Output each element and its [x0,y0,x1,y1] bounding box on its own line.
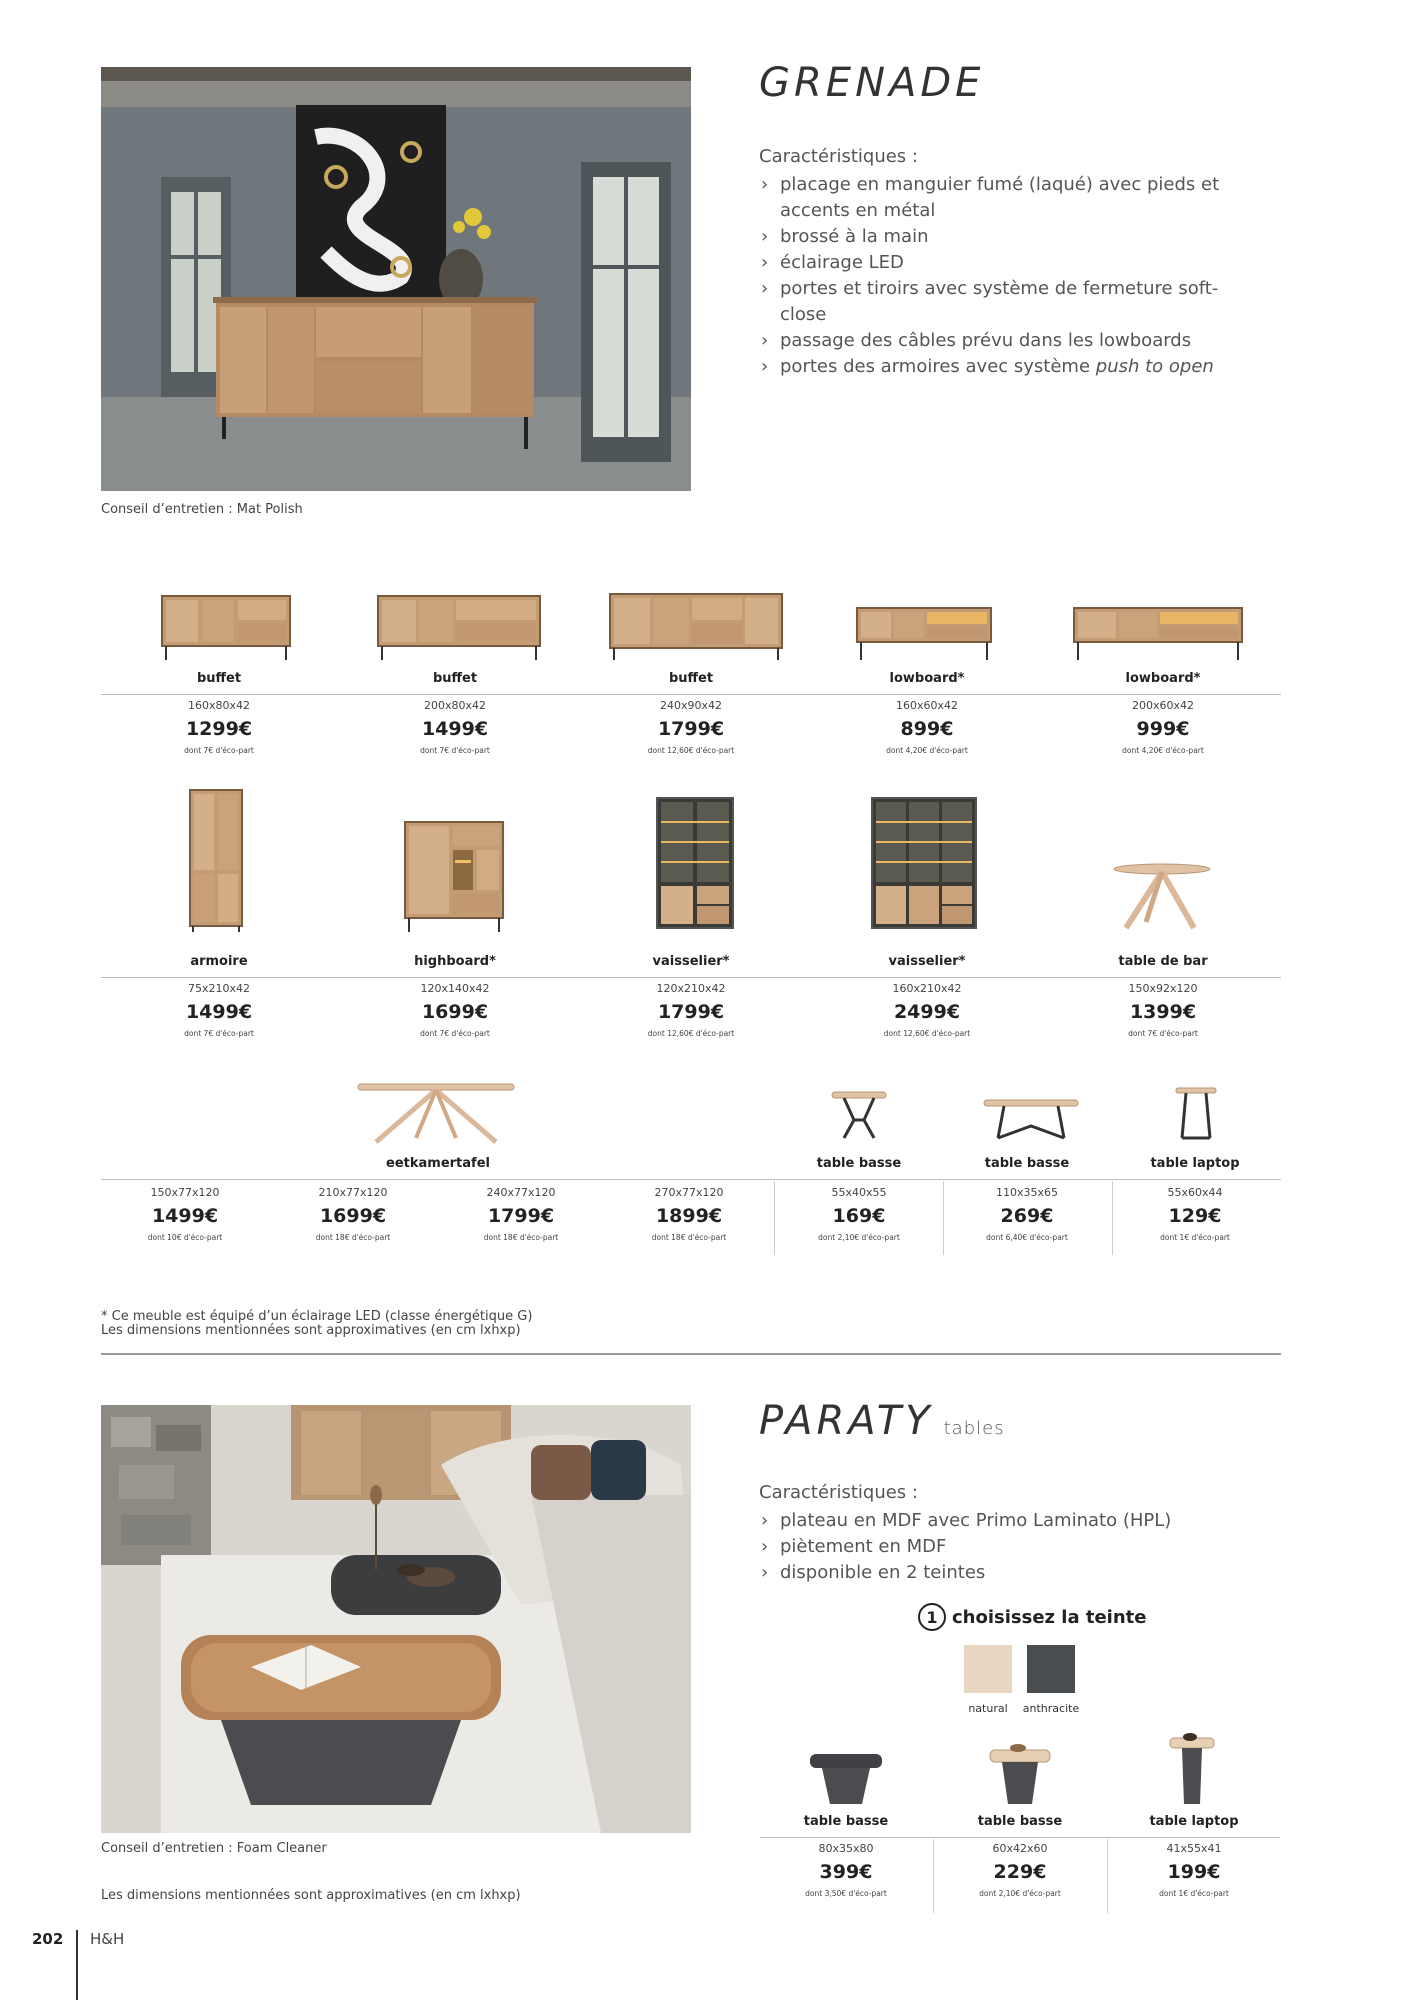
column-divider [1107,1839,1108,1913]
product-cell [934,1812,1106,1898]
grenade-feature: › brossé à la main [759,224,1229,250]
product-cell [437,1176,605,1242]
product-price: 1799€ [487,1205,555,1227]
laptop-table-image [1174,1086,1218,1140]
product-eco-part: dont 12,60€ d'éco-part [647,746,735,755]
group-name-cell [1141,1154,1249,1174]
product-dimensions: 210x77x120 [318,1186,388,1199]
product-dimensions: 150x77x120 [150,1186,220,1199]
swatch-natural[interactable] [964,1645,1012,1693]
product-dimensions: 60x42x60 [992,1842,1048,1855]
coffee-table-small-image [830,1090,888,1140]
row-divider [101,694,1281,695]
product-price: 2499€ [893,1001,961,1023]
lowboard-160-image [855,606,993,660]
paraty-dimensions-note: Les dimensions mentionnées sont approximatives (en cm lxhxp) [101,1888,521,1903]
product-dimensions: 55x40x55 [831,1186,887,1199]
paraty-feature: › plateau en MDF avec Primo Laminato (HPL) [759,1508,1229,1534]
grenade-title: GRENADE [759,60,985,106]
grenade-features [759,144,1229,380]
product-price: 1699€ [421,1001,489,1023]
product-dimensions: 80x35x80 [818,1842,874,1855]
grenade-features-heading: Caractéristiques : [759,146,918,167]
paraty-coffee-table-80-image [808,1752,884,1806]
product-eco-part: dont 10€ d'éco-part [147,1233,223,1242]
product-price: 1899€ [655,1205,723,1227]
product-dimensions: 41x55x41 [1166,1842,1222,1855]
product-eco-part: dont 7€ d'éco-part [1128,1029,1198,1038]
product-eco-part: dont 1€ d'éco-part [1159,1889,1229,1898]
product-eco-part: dont 12,60€ d'éco-part [883,1029,971,1038]
choose-color-heading [918,1603,1146,1631]
paraty-care-tip: Conseil d’entretien : Foam Cleaner [101,1841,327,1856]
swatch-label: anthracite [1022,1702,1080,1715]
swatch-anthracite[interactable] [1027,1645,1075,1693]
product-dimensions: 160x210x42 [892,982,962,995]
paraty-features [759,1480,1229,1586]
product-eco-part: dont 2,10€ d'éco-part [979,1889,1061,1898]
product-name: table de bar [1118,954,1208,969]
product-price: 199€ [1167,1861,1221,1883]
buffet-240-image [608,592,784,660]
grenade-care-tip: Conseil d’entretien : Mat Polish [101,502,303,517]
product-dimensions: 160x80x42 [187,699,250,712]
product-cell [101,952,337,1038]
product-cell [1045,669,1281,755]
dimensions-footnote: Les dimensions mentionnées sont approximatives (en cm lxhxp) [101,1323,521,1338]
section-divider [101,1353,1281,1355]
product-cell [573,669,809,755]
product-eco-part: dont 7€ d'éco-part [420,1029,490,1038]
product-price: 1799€ [657,718,725,740]
product-name: vaisselier* [652,954,730,969]
product-eco-part: dont 7€ d'éco-part [184,1029,254,1038]
product-dimensions: 240x77x120 [486,1186,556,1199]
product-price: 269€ [1000,1205,1054,1227]
product-eco-part: dont 2,10€ d'éco-part [818,1233,900,1242]
group-name-cell [320,1154,556,1174]
product-name: table basse [984,1156,1070,1171]
paraty-coffee-table-60-image [988,1738,1052,1806]
product-eco-part: dont 4,20€ d'éco-part [1122,746,1204,755]
product-cell [337,952,573,1038]
column-divider [933,1839,934,1913]
product-price: 1399€ [1129,1001,1197,1023]
buffet-160-image [160,594,292,660]
product-cell [809,669,1045,755]
product-dimensions: 150x92x120 [1128,982,1198,995]
grenade-feature: › placage en manguier fumé (laqué) avec pieds et accents en métal [759,172,1229,224]
dining-table-image [356,1082,516,1144]
product-price: 1499€ [421,718,489,740]
step-label: choisissez la teinte [952,1606,1147,1628]
product-price: 1699€ [319,1205,387,1227]
product-price: 999€ [1136,718,1190,740]
highboard-image [403,820,505,932]
grenade-feature-last [759,354,1229,380]
product-price: 1499€ [185,1001,253,1023]
vaisselier-120-image [655,796,735,932]
product-name: eetkamertafel [386,1156,490,1171]
column-divider [1112,1181,1113,1255]
product-cell [1111,1176,1279,1242]
product-eco-part: dont 18€ d'éco-part [315,1233,391,1242]
product-price: 899€ [900,718,954,740]
column-divider [943,1181,944,1255]
product-dimensions: 160x60x42 [895,699,958,712]
product-name: table laptop [1149,1814,1239,1829]
product-name: lowboard* [1125,671,1201,686]
product-name: vaisselier* [888,954,966,969]
product-eco-part: dont 1€ d'éco-part [1160,1233,1230,1242]
product-price: 1799€ [657,1001,725,1023]
product-cell [1108,1812,1280,1898]
product-cell [809,952,1045,1038]
product-eco-part: dont 18€ d'éco-part [651,1233,727,1242]
paraty-title-text: PARATY [759,1398,934,1444]
product-name: lowboard* [889,671,965,686]
product-name: buffet [432,671,478,686]
product-name: table basse [816,1156,902,1171]
paraty-feature: › piètement en MDF [759,1534,1229,1560]
row-divider [760,1837,1280,1838]
product-dimensions: 120x210x42 [656,982,726,995]
product-name: armoire [190,954,248,969]
product-eco-part: dont 3,50€ d'éco-part [805,1889,887,1898]
product-dimensions: 110x35x65 [995,1186,1058,1199]
product-cell [101,669,337,755]
product-dimensions: 240x90x42 [659,699,722,712]
product-cell [101,1176,269,1242]
grenade-feature-last-em: push to open [1095,356,1214,377]
step-number-badge: 1 [918,1603,946,1631]
product-price: 169€ [832,1205,886,1227]
led-footnote: * Ce meuble est équipé d’un éclairage LED (classe énergétique G) [101,1309,533,1324]
product-dimensions: 75x210x42 [187,982,250,995]
product-cell [760,1812,932,1898]
product-dimensions: 270x77x120 [654,1186,724,1199]
row-divider [101,977,1281,978]
product-cell [573,952,809,1038]
product-price: 399€ [819,1861,873,1883]
brand-name: H&H [90,1930,125,1948]
paraty-features-heading: Caractéristiques : [759,1482,918,1503]
paraty-title [759,1398,1005,1444]
buffet-200-image [376,594,542,660]
paraty-subtitle: tables [943,1418,1005,1439]
paraty-laptop-table-image [1168,1730,1216,1806]
product-name: buffet [196,671,242,686]
product-name: table laptop [1150,1156,1240,1171]
paraty-feature: › disponible en 2 teintes [759,1560,1229,1586]
product-price: 1499€ [151,1205,219,1227]
grenade-feature: › portes et tiroirs avec système de fermeture soft-close [759,276,1229,328]
product-price: 129€ [1168,1205,1222,1227]
group-name-cell [973,1154,1081,1174]
swatch-label: natural [968,1702,1008,1715]
product-cell [337,669,573,755]
lowboard-200-image [1072,606,1244,660]
product-dimensions: 200x80x42 [423,699,486,712]
armoire-image [188,788,244,932]
product-name: buffet [668,671,714,686]
product-dimensions: 55x60x44 [1167,1186,1223,1199]
product-eco-part: dont 7€ d'éco-part [184,746,254,755]
product-price: 229€ [993,1861,1047,1883]
vaisselier-160-image [870,796,978,932]
page-number: 202 [32,1930,64,1948]
product-eco-part: dont 7€ d'éco-part [420,746,490,755]
product-cell [269,1176,437,1242]
product-cell [1045,952,1281,1038]
product-dimensions: 200x60x42 [1131,699,1194,712]
column-divider [774,1181,775,1255]
coffee-table-large-image [982,1098,1080,1140]
product-dimensions: 120x140x42 [420,982,490,995]
product-name: highboard* [414,954,496,969]
product-eco-part: dont 6,40€ d'éco-part [986,1233,1068,1242]
product-name: table basse [977,1814,1063,1829]
product-cell [943,1176,1111,1242]
grenade-feature: › éclairage LED [759,250,1229,276]
paraty-room-photo [101,1405,691,1833]
product-eco-part: dont 12,60€ d'éco-part [647,1029,735,1038]
group-name-cell [805,1154,913,1174]
footer-divider [76,1930,78,2000]
product-cell [605,1176,773,1242]
bar-table-image [1112,862,1212,932]
grenade-room-photo [101,67,691,491]
grenade-feature: › passage des câbles prévu dans les lowboards [759,328,1229,354]
product-name: table basse [803,1814,889,1829]
product-eco-part: dont 18€ d'éco-part [483,1233,559,1242]
product-price: 1299€ [185,718,253,740]
grenade-feature-last-text: portes des armoires avec système [780,356,1096,377]
product-eco-part: dont 4,20€ d'éco-part [886,746,968,755]
product-cell [775,1176,943,1242]
